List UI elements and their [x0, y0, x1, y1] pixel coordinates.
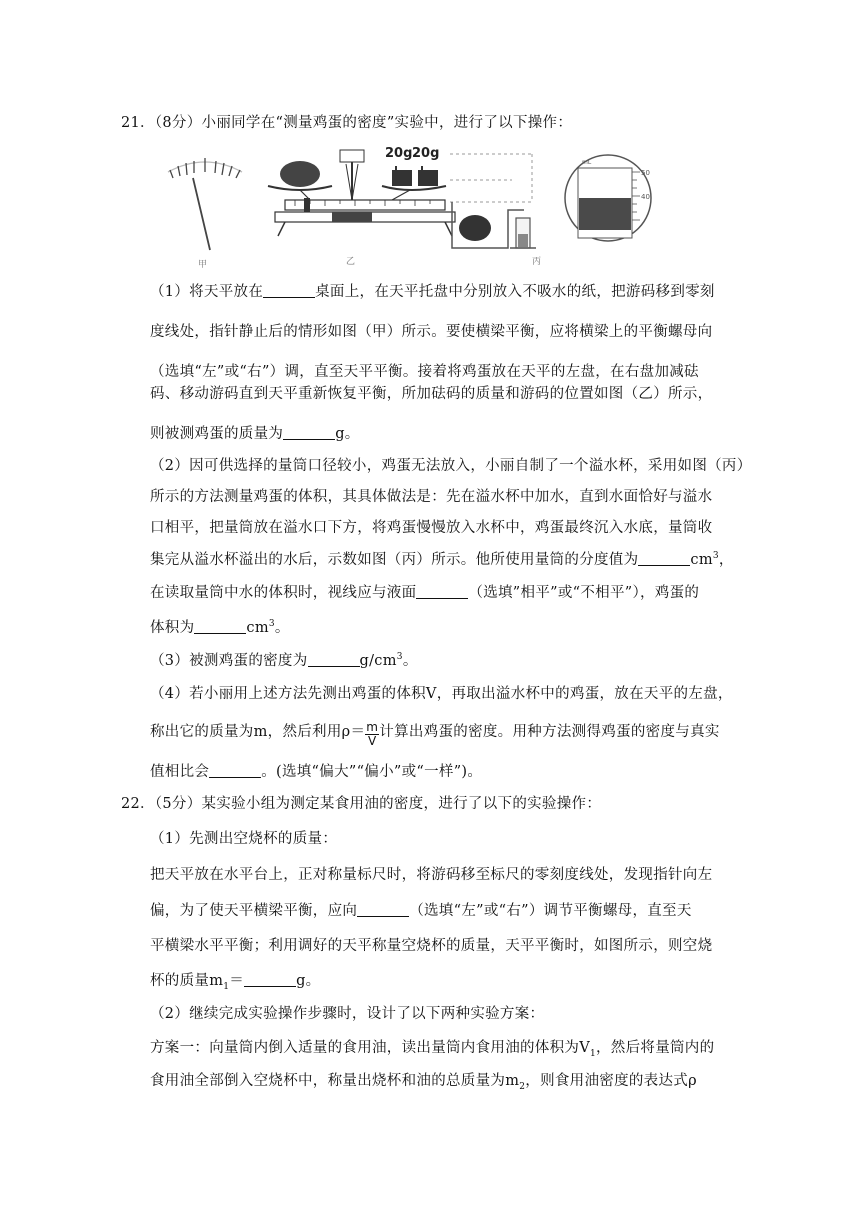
q21-p1-line5 — [150, 424, 360, 444]
water-column — [579, 198, 631, 230]
text: 值相比会 — [150, 764, 210, 780]
subscript: 2 — [519, 1081, 526, 1092]
q21-figure — [160, 140, 660, 272]
subscript: 1 — [589, 1048, 596, 1059]
q22-scheme1-line1 — [150, 1038, 714, 1058]
fraction-denominator: V — [368, 734, 377, 748]
text: （3）被测鸡蛋的密度为 — [150, 653, 308, 669]
text: ＝ — [229, 973, 245, 989]
text: 食用油全部倒入空烧杯中，称量出烧杯和油的总质量为m — [150, 1073, 520, 1089]
q22-scheme1-line2 — [150, 1071, 697, 1091]
q21-p2-line4 — [150, 550, 734, 570]
q21-p1-line2: 度线处，指针静止后的情形如图（甲）所示。要使横梁平衡，应将横梁上的平衡螺母向 — [150, 324, 713, 340]
q22-header: 22．（5分）某实验小组为测定某食用油的密度，进行了以下的实验操作： — [121, 796, 602, 812]
egg-in-cup — [459, 215, 491, 241]
balance-figure — [268, 146, 455, 236]
fraction — [365, 721, 379, 748]
text: 体积为 — [150, 620, 195, 636]
text: ，则食用油密度的表达式ρ — [525, 1073, 697, 1089]
q22-line3: 平横梁水平平衡；利用调好的天平称量空烧杯的质量，天平平衡时，如图所示，则空烧 — [150, 938, 713, 954]
text: cm — [246, 620, 269, 636]
text: 集完从溢水杯溢出的水后，示数如图（丙）所示。他所使用量筒的分度值为 — [150, 552, 639, 568]
text: 。 — [402, 653, 418, 669]
q22-p1: （1）先测出空烧杯的质量： — [150, 831, 338, 847]
q21-p2-line5 — [150, 583, 699, 603]
q21-p2-line3: 口相平，把量筒放在溢水口下方，将鸡蛋慢慢放入水杯中，鸡蛋最终沉入水底，量筒收 — [150, 520, 713, 536]
text: g。 — [335, 426, 360, 442]
q21-p2-line1: （2）因可供选择的量筒口径较小，鸡蛋无法放入，小丽自制了一个溢水杯，采用如图（丙） — [150, 458, 752, 474]
blank-density[interactable] — [308, 652, 360, 667]
pointer-scale-figure — [168, 158, 242, 250]
text: 计算出鸡蛋的密度。用种方法测得鸡蛋的密度与真实 — [379, 724, 720, 740]
weight-label-1: 20g — [385, 146, 413, 161]
text: cm — [690, 552, 713, 568]
text: （1）将天平放在 — [150, 284, 264, 300]
q21-p4-line2 — [150, 721, 720, 748]
text: 。(选填“偏大”“偏小”或“一样”)。 — [261, 764, 483, 780]
blank-mass[interactable] — [283, 425, 335, 440]
q21-p1-line3: （选填“左”或“右”）调，直至天平平衡。接着将鸡蛋放在天平的左盘，在右盘加减砝 — [150, 364, 699, 380]
blank-volume[interactable] — [194, 619, 246, 634]
text: 桌面上，在天平托盘中分别放入不吸水的纸，把游码移到零刻 — [315, 284, 715, 300]
q22-line2 — [150, 901, 692, 921]
text: ， — [718, 552, 734, 568]
blank-m1[interactable] — [244, 972, 296, 987]
fraction-numerator: m — [366, 720, 379, 734]
q21-header: 21．（8分）小丽同学在“测量鸡蛋的密度”实验中，进行了以下操作： — [121, 115, 573, 131]
text: g/cm — [359, 653, 397, 669]
text: 。 — [274, 620, 290, 636]
figure-label-jia: 甲 — [198, 260, 208, 270]
q21-p3 — [150, 651, 418, 671]
cylinder-unit-label: mL — [582, 159, 592, 166]
text: （选填“左”或“右”）调节平衡螺母，直至天 — [409, 903, 692, 919]
blank-division[interactable] — [638, 551, 690, 566]
q21-p4-line1: （4）若小丽用上述方法先测出鸡蛋的体积V，再取出溢水杯中的鸡蛋，放在天平的左盘， — [150, 686, 733, 702]
q22-p2: （2）继续完成实验操作步骤时，设计了以下两种实验方案： — [150, 1006, 545, 1022]
figure-label-yi: 乙 — [346, 257, 356, 267]
q22-line4 — [150, 971, 320, 991]
subscript: 1 — [223, 981, 230, 992]
cylinder-mark-40: 40 — [641, 193, 650, 201]
egg-on-pan — [280, 161, 320, 187]
magnified-cylinder — [565, 155, 651, 241]
q21-p1-line1 — [150, 282, 715, 302]
blank-sightline[interactable] — [416, 584, 468, 599]
text: 在读取量筒中水的体积时，视线应与液面 — [150, 585, 417, 601]
q21-p2-line2: 所示的方法测量鸡蛋的体积，其具体做法是：先在溢水杯中加水，直到水面恰好与溢水 — [150, 489, 713, 505]
text: 则被测鸡蛋的质量为 — [150, 426, 284, 442]
text: （选填”相平”或“不相平”），鸡蛋的 — [468, 585, 700, 601]
text: 杯的质量m — [150, 973, 224, 989]
superscript: 3 — [268, 619, 275, 630]
text: 称出它的质量为m，然后利用ρ＝ — [150, 724, 366, 740]
blank-direction[interactable] — [357, 902, 409, 917]
q21-p1-line4: 码、移动游码直到天平重新恢复平衡，所加砝码的质量和游码的位置如图（乙）所示， — [150, 386, 713, 402]
blank-1[interactable] — [263, 283, 315, 298]
q21-p4-line3 — [150, 762, 482, 782]
q22-line1: 把天平放在水平台上，正对称量标尺时，将游码移至标尺的零刻度线处，发现指针向左 — [150, 867, 713, 883]
weight-label-2: 20g — [412, 146, 440, 161]
text: ，然后将量筒内的 — [596, 1040, 715, 1056]
text: 方案一：向量筒内倒入适量的食用油，读出量筒内食用油的体积为V — [150, 1040, 590, 1056]
text: g。 — [296, 973, 321, 989]
figure-label-bing: 丙 — [532, 257, 542, 267]
superscript: 3 — [712, 551, 719, 562]
overflow-cup-figure — [450, 154, 536, 248]
text: 偏，为了使天平横梁平衡，应向 — [150, 903, 358, 919]
superscript: 3 — [396, 652, 403, 663]
cylinder-mark-50: 50 — [641, 169, 650, 177]
rider — [304, 198, 310, 212]
blank-compare[interactable] — [209, 763, 261, 778]
q21-p2-line6 — [150, 618, 290, 638]
